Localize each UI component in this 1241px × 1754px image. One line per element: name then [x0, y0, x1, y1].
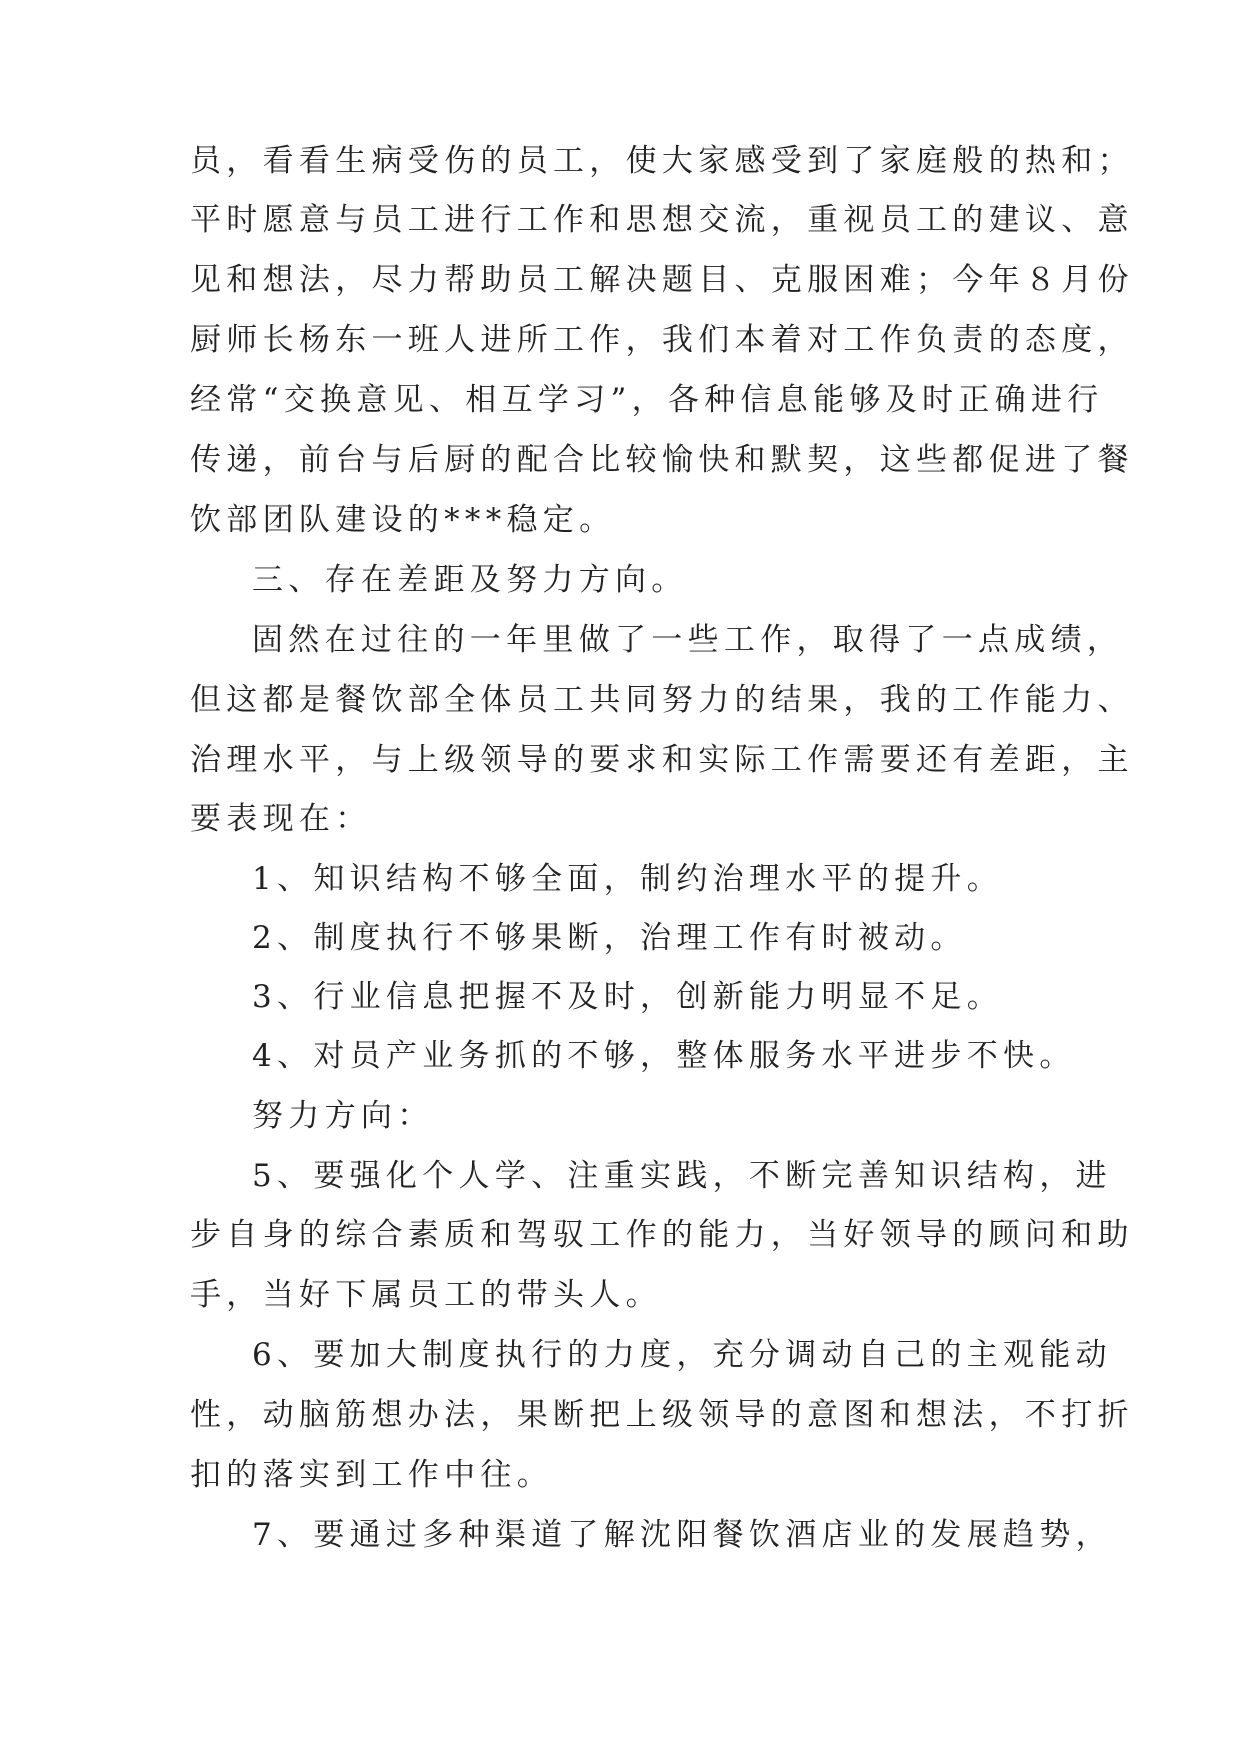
text-line: 性，动脑筋想办法，果断把上级领导的意图和想法，不打折 — [190, 1397, 1134, 1433]
list-item: 6、要加大制度执行的力度，充分调动自己的主观能动 — [252, 1337, 1112, 1373]
list-item: 7、要通过多种渠道了解沈阳餐饮酒店业的发展趋势， — [252, 1517, 1112, 1553]
list-item: 1、知识结构不够全面，制约治理水平的提升。 — [252, 861, 1004, 897]
text-line: 治理水平，与上级领导的要求和实际工作需要还有差距，主 — [190, 742, 1134, 778]
text-line: 固然在过往的一年里做了一些工作，取得了一点成绩， — [252, 622, 1124, 658]
list-item: 2、制度执行不够果断，治理工作有时被动。 — [252, 920, 967, 956]
list-item: 4、对员产业务抓的不够，整体服务水平进步不快。 — [252, 1038, 1076, 1074]
list-item: 5、要强化个人学、注重实践，不断完善知识结构，进 — [252, 1158, 1112, 1194]
text-line: 厨师长杨东一班人进所工作，我们本着对工作负责的态度， — [190, 322, 1134, 358]
list-item: 3、行业信息把握不及时，创新能力明显不足。 — [252, 979, 1004, 1015]
text-line: 经常“交换意见、相互学习”，各种信息能够及时正确进行 — [190, 382, 1104, 418]
text-line: 平时愿意与员工进行工作和思想交流，重视员工的建议、意 — [190, 202, 1134, 238]
text-line: 要表现在： — [190, 801, 372, 837]
text-line: 传递，前台与后厨的配合比较愉快和默契，这些都促进了餐 — [190, 442, 1134, 478]
text-line: 步自身的综合素质和驾驭工作的能力，当好领导的顾问和助 — [190, 1217, 1134, 1253]
text-line: 但这都是餐饮部全体员工共同努力的结果，我的工作能力、 — [190, 682, 1134, 718]
text-line: 手，当好下属员工的带头人。 — [190, 1277, 662, 1313]
text-line: 扣的落实到工作中往。 — [190, 1457, 553, 1493]
text-line: 见和想法，尽力帮助员工解决题目、克服困难；今年８月份 — [190, 262, 1134, 298]
section-heading: 三、存在差距及努力方向。 — [252, 562, 688, 598]
subheading: 努力方向： — [252, 1098, 434, 1134]
text-line: 员，看看生病受伤的员工，使大家感受到了家庭般的热和； — [190, 143, 1134, 179]
text-line: 饮部团队建设的***稳定。 — [190, 502, 616, 538]
